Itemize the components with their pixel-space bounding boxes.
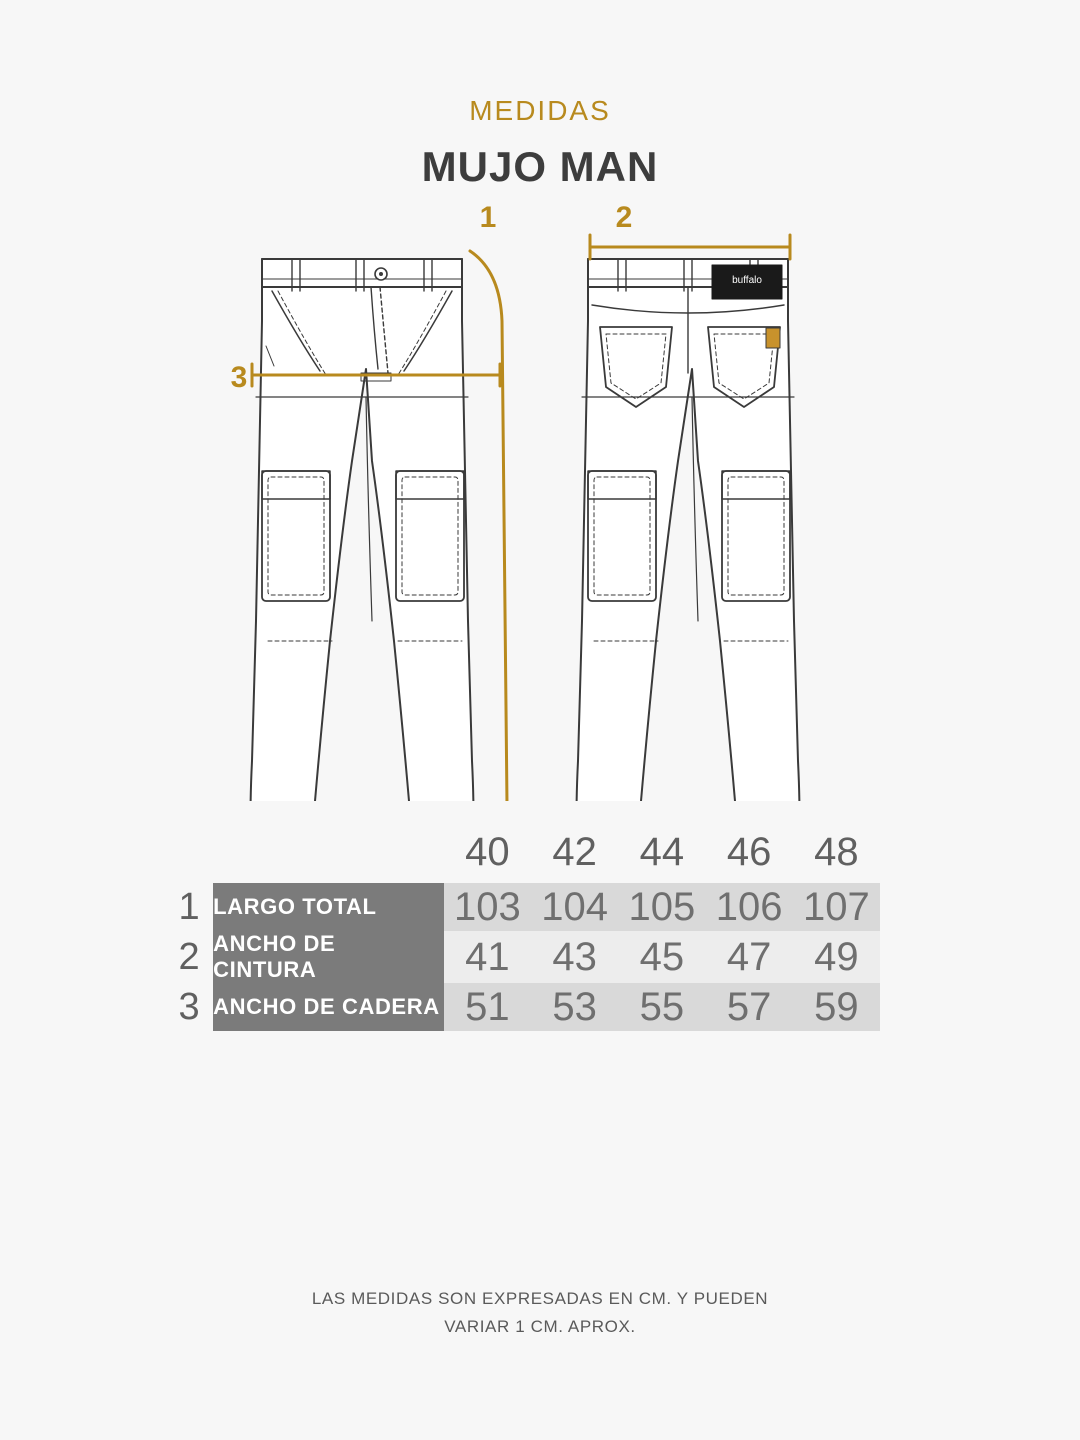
cell-largo-total-44: 105 xyxy=(618,883,705,931)
cell-ancho-cadera-42: 53 xyxy=(531,983,618,1031)
page-kicker: MEDIDAS xyxy=(469,95,611,126)
marker-3-label: 3 xyxy=(230,361,248,394)
size-header-0: 40 xyxy=(465,830,510,874)
row-label-ancho-de-cadera: ANCHO DE CADERA xyxy=(213,983,444,1031)
table-row xyxy=(165,883,880,931)
row-index-3: 3 xyxy=(165,983,213,1031)
garment-illustration xyxy=(0,201,1080,801)
front-view-group xyxy=(251,259,474,801)
size-header-2: 44 xyxy=(639,830,685,874)
cell-largo-total-42: 104 xyxy=(531,883,618,931)
size-header-4: 48 xyxy=(814,830,859,874)
brand-patch-label: buffalo xyxy=(732,275,762,286)
cell-ancho-cintura-40: 41 xyxy=(444,931,531,983)
cell-ancho-cadera-44: 55 xyxy=(618,983,705,1031)
row-index-1: 1 xyxy=(165,883,213,931)
cell-ancho-cintura-46: 47 xyxy=(705,931,792,983)
size-header-row xyxy=(165,830,880,883)
cell-largo-total-48: 107 xyxy=(793,883,880,931)
back-view-group xyxy=(577,259,800,801)
size-table xyxy=(165,830,880,1031)
size-table-wrap xyxy=(0,830,1080,1031)
cell-ancho-cintura-48: 49 xyxy=(793,931,880,983)
marker-2-label: 2 xyxy=(615,201,633,234)
measurement-note-line2: VARIAR 1 CM. APROX. xyxy=(444,1317,636,1337)
cell-ancho-cadera-40: 51 xyxy=(444,983,531,1031)
size-header-1: 42 xyxy=(552,830,597,874)
measurement-note-line1: LAS MEDIDAS SON EXPRESADAS EN CM. Y PUEDEN xyxy=(311,1289,769,1308)
header xyxy=(0,0,1080,191)
table-row xyxy=(165,983,880,1031)
cell-largo-total-46: 106 xyxy=(705,883,792,931)
page-title: MUJO MAN xyxy=(421,143,659,190)
row-label-ancho-de-cintura: ANCHO DE CINTURA xyxy=(213,931,444,983)
header-spacer-index xyxy=(165,830,213,883)
cell-largo-total-40: 103 xyxy=(444,883,531,931)
row-label-largo-total: LARGO TOTAL xyxy=(213,883,444,931)
table-row xyxy=(165,931,880,983)
row-index-2: 2 xyxy=(165,931,213,983)
size-header-3: 46 xyxy=(726,830,772,874)
measurement-note xyxy=(0,1285,1080,1341)
cell-ancho-cintura-42: 43 xyxy=(531,931,618,983)
cell-ancho-cadera-46: 57 xyxy=(705,983,792,1031)
marker-1-label: 1 xyxy=(479,201,497,234)
cell-ancho-cintura-44: 45 xyxy=(618,931,705,983)
header-spacer-label xyxy=(213,830,444,883)
cell-ancho-cadera-48: 59 xyxy=(793,983,880,1031)
